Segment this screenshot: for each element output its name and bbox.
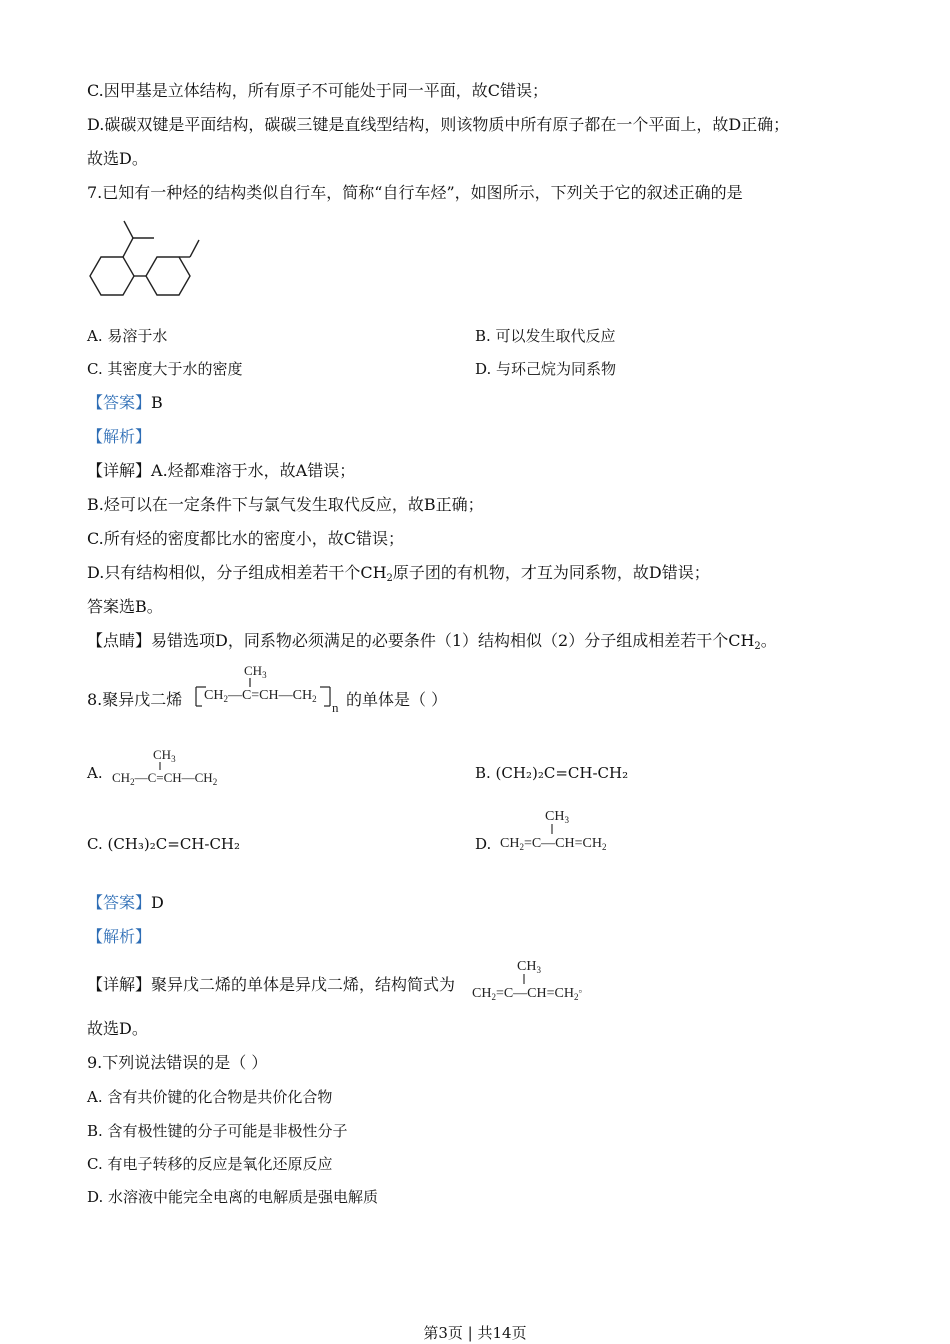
q7-option-c: C. 其密度大于水的密度 <box>87 360 243 378</box>
answer-label: 【答案】 <box>87 893 152 912</box>
q9-option-a: A. 含有共价键的化合物是共价化合物 <box>87 1088 333 1106</box>
q7-detail-b: B.烃可以在一定条件下与氯气发生取代反应，故B正确； <box>87 495 484 514</box>
q7-detail-a <box>87 460 355 482</box>
analysis-label: 【解析】 <box>87 927 152 946</box>
q8-option-d: D. <box>475 835 492 853</box>
isoprene-formula <box>470 954 620 1004</box>
q8-option-c: C. (CH₃)₂C=CH-CH₂ <box>87 835 241 853</box>
q8-detail <box>87 974 455 996</box>
q9-option-c: C. 有电子转移的反应是氧化还原反应 <box>87 1155 333 1173</box>
q9-option-b: B. 含有极性键的分子可能是非极性分子 <box>87 1122 348 1140</box>
polyisoprene-formula <box>188 660 358 716</box>
q8-conclusion: 故选D。 <box>87 1019 148 1038</box>
subscript: 2 <box>754 641 761 652</box>
q8-suffix: 的单体是（ ） <box>346 690 448 709</box>
q8-option-a: A. <box>87 764 103 782</box>
svg-text:CH2—C=CH—CH2: $CH_2—C=CH—CH_2$ <box>204 688 317 704</box>
text-line: D.碳碳双键是平面结构，碳碳三键是直线型结构，则该物质中所有原子都在一个平面上，故D正确； <box>87 115 790 134</box>
question-9: 9.下列说法错误的是（ ） <box>87 1053 268 1072</box>
q7-answer <box>87 392 163 414</box>
q8-option-d-formula <box>498 804 648 854</box>
svg-text:n: n <box>332 700 339 715</box>
analysis-label: 【解析】 <box>87 427 152 446</box>
q7-conclusion: 答案选B。 <box>87 597 163 616</box>
q7-detail-c: C.所有烃的密度都比水的密度小，故C错误； <box>87 529 405 548</box>
svg-text:CH3: $CH_3$ <box>244 663 267 680</box>
q8-prefix: 8.聚异戊二烯 <box>87 690 183 709</box>
q8-option-b: B. (CH₂)₂C=CH-CH₂ <box>475 764 629 782</box>
detail-label: 【详解】 <box>87 461 152 480</box>
answer-value: D <box>151 893 164 912</box>
q7-detail-d <box>87 562 710 590</box>
note-text: 易错选项D，同系物必须满足的必要条件（1）结构相似（2）分子组成相差若干个CH <box>151 631 755 650</box>
subscript: 2 <box>386 573 393 584</box>
q7-option-b: B. 可以发生取代反应 <box>475 327 616 345</box>
detail-d-text-end: 原子团的有机物，才互为同系物，故D错误； <box>392 563 710 582</box>
detail-label: 【详解】 <box>87 975 152 994</box>
text-line: 故选D。 <box>87 149 148 168</box>
detail-text: 聚异戊二烯的单体是异戊二烯，结构简式为 <box>151 975 456 994</box>
detail-d-text: D.只有结构相似，分子组成相差若干个CH <box>87 563 387 582</box>
svg-text:CH2=C—CH=CH2: $CH_2=C—CH=CH_2$ <box>500 836 607 852</box>
svg-text:CH3: $CH_3$ <box>545 809 569 825</box>
svg-text:CH2—C=CH—CH2: $CH_2—C=CH—CH_2$ <box>112 770 218 787</box>
svg-text:CH3: $CH_3$ <box>517 959 541 975</box>
bicycle-hydrocarbon-structure <box>86 218 216 300</box>
answer-value: B <box>151 393 163 412</box>
note-label: 【点睛】 <box>87 631 152 650</box>
question-7: 7.已知有一种烃的结构类似自行车，简称“自行车烃”，如图所示，下列关于它的叙述正确的是 <box>87 183 743 202</box>
q9-option-d: D. 水溶液中能完全电离的电解质是强电解质 <box>87 1188 379 1206</box>
q8-option-a-formula <box>110 744 260 788</box>
answer-label: 【答案】 <box>87 393 152 412</box>
text-line: C.因甲基是立体结构，所有原子不可能处于同一平面，故C错误； <box>87 81 549 100</box>
svg-text:CH2=C—CH=CH2。: $CH_2=C—CH=CH_2^。$ <box>472 984 589 1002</box>
detail-text: A.烃都难溶于水，故A错误； <box>151 461 356 480</box>
q7-note <box>87 630 777 658</box>
q8-answer <box>87 892 164 914</box>
page-footer: 第3页 | 共14页 <box>423 1324 527 1342</box>
q7-option-a: A. 易溶于水 <box>87 327 168 345</box>
note-text-end: 。 <box>760 631 777 650</box>
q7-option-d: D. 与环己烷为同系物 <box>475 360 617 378</box>
svg-text:CH3: $CH_3$ <box>153 747 176 764</box>
